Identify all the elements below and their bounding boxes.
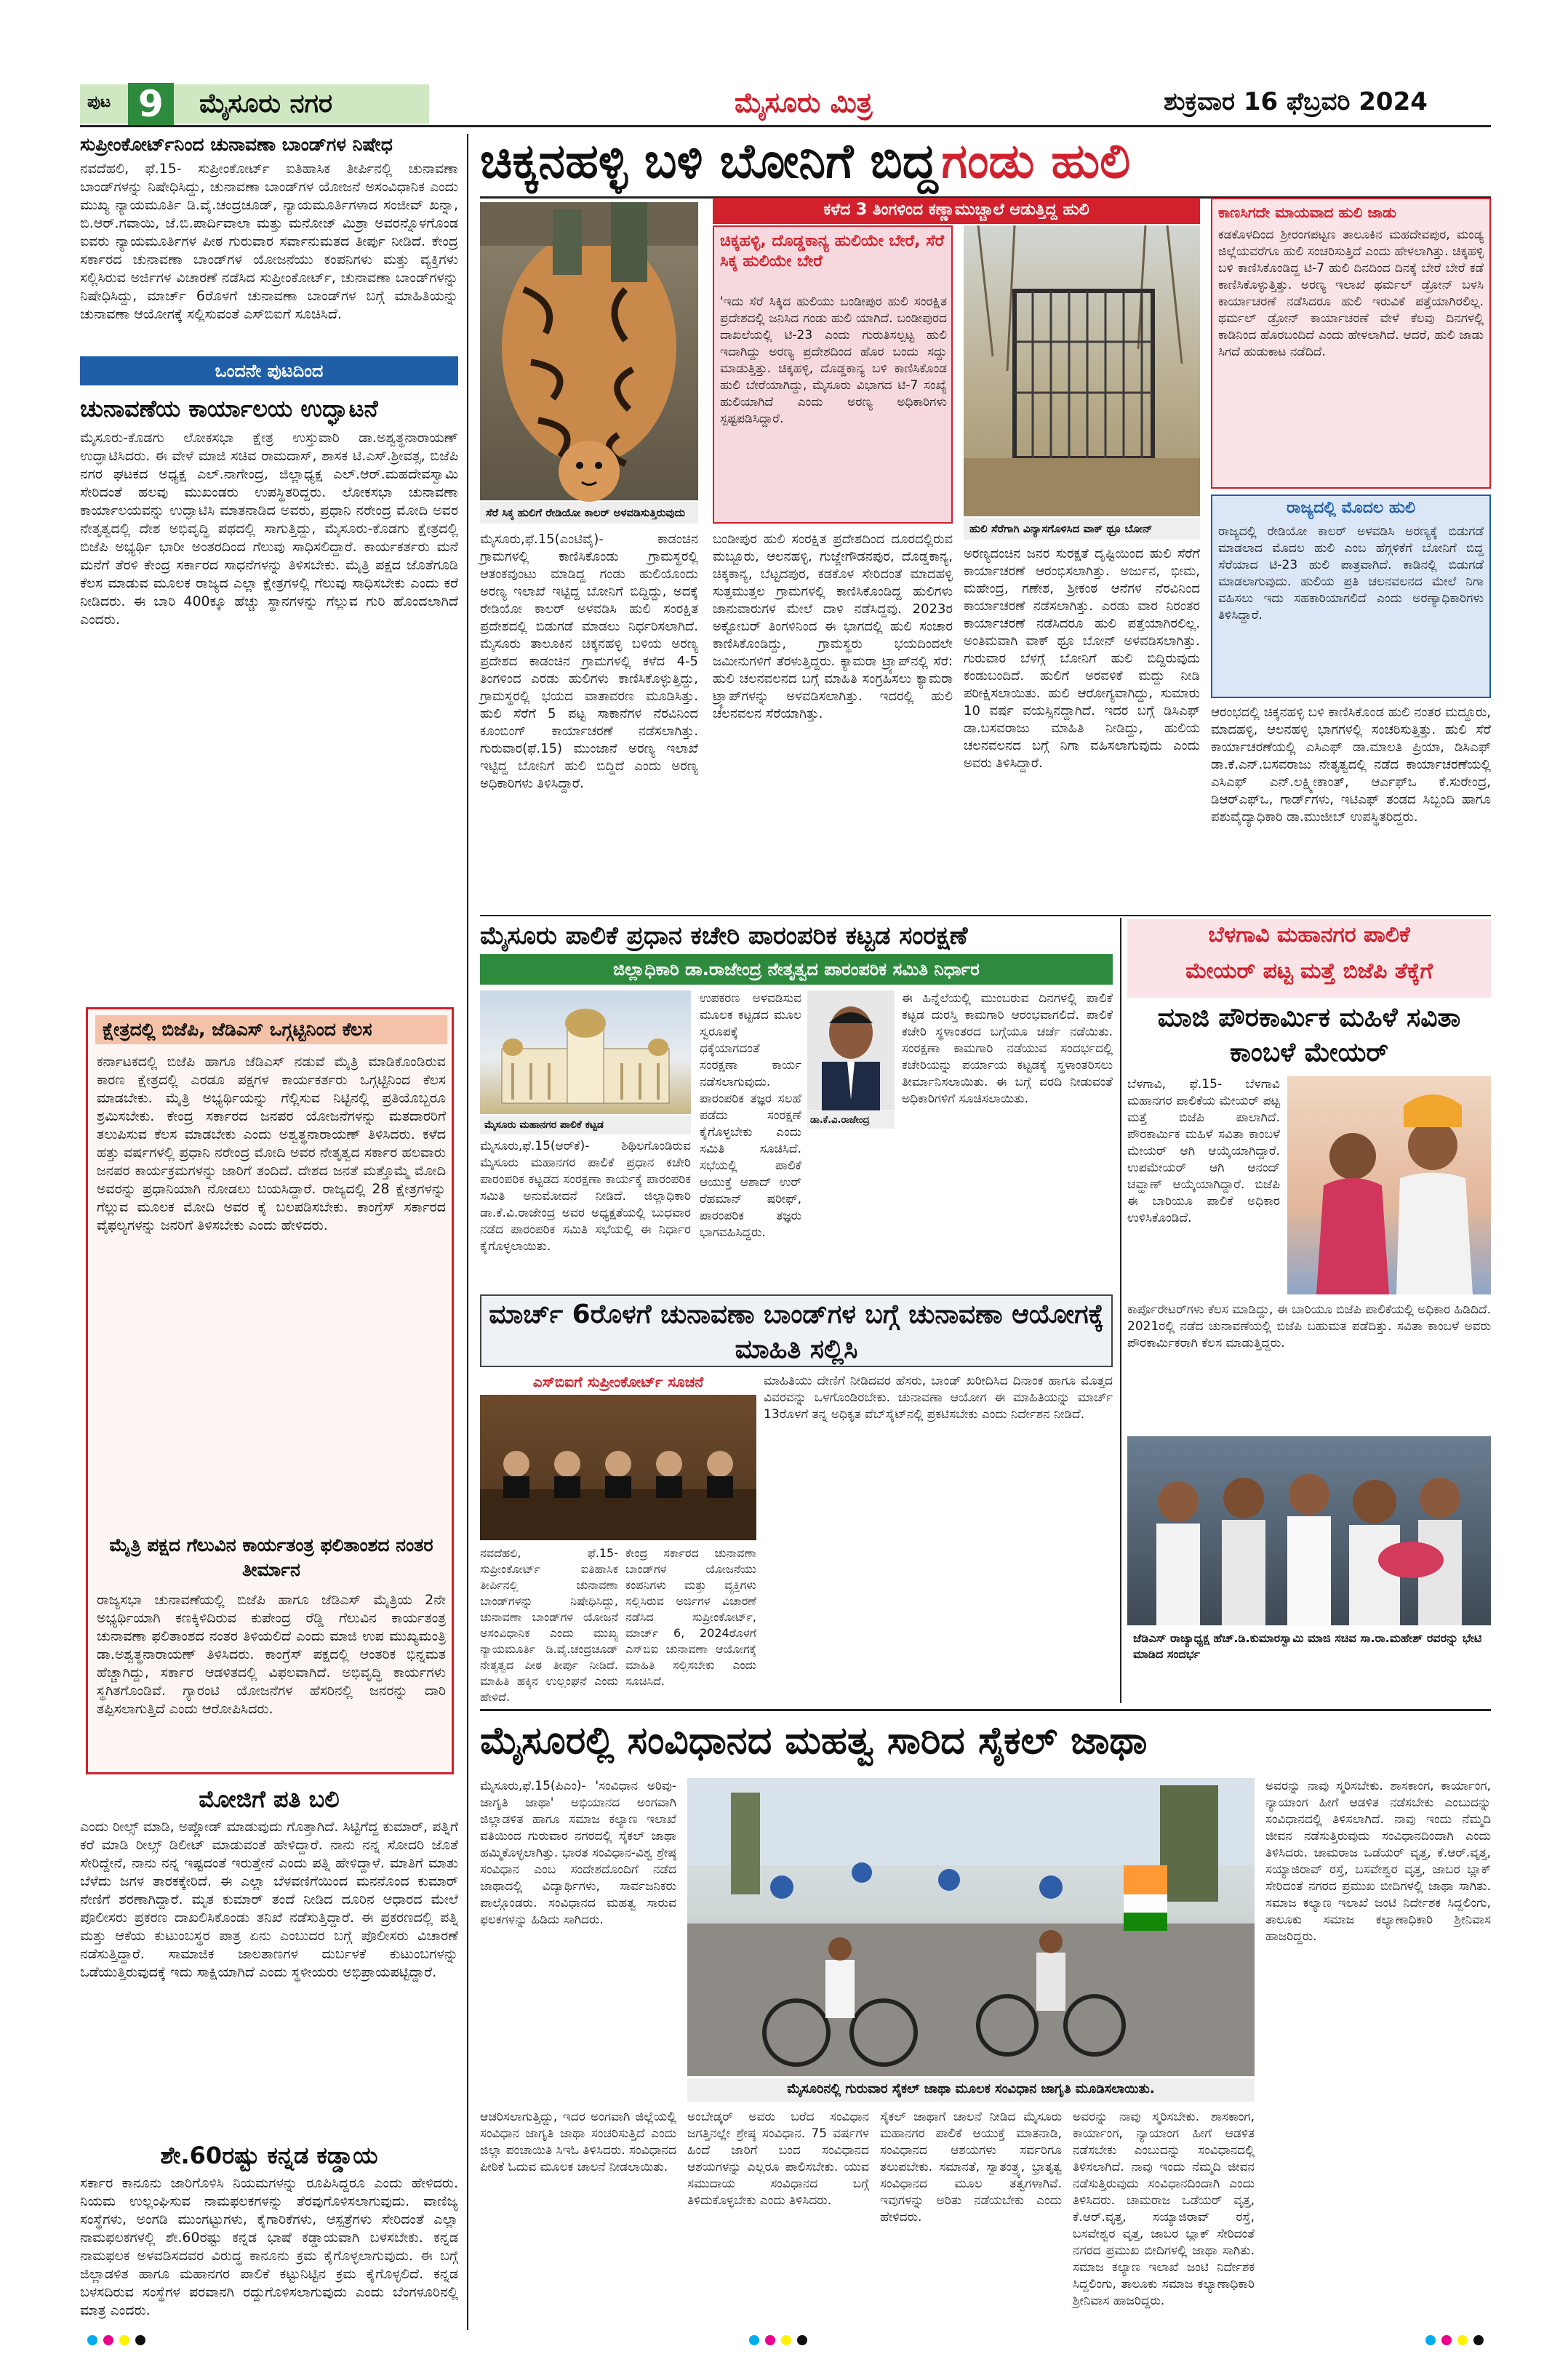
dc-portrait [807,990,895,1110]
issue-date: ಶುಕ್ರವಾರ 16 ಫೆಬ್ರವರಿ 2024 [1164,87,1428,116]
continued-label: ಒಂದನೇ ಪುಟದಿಂದ [215,361,324,381]
continued-label-box [80,356,458,385]
cage-photo [964,225,1200,516]
cycle-headline: ಮೈಸೂರಲ್ಲಿ ಸಂವಿಧಾನದ ಮಹತ್ವ ಸಾರಿದ ಸೈಕಲ್ ಜಾಥಾ [480,1719,1148,1763]
tiger-kicker-text: ಕಳೆದ 3 ತಿಂಗಳಿಂದ ಕಣ್ಣಾಮುಚ್ಚಾಲೆ ಆಡುತ್ತಿದ್ದ ಹುಲಿ [823,201,1089,219]
tiger-kicker [713,198,1200,224]
col1-divider [467,134,468,2330]
tiger-headline-black: ಚಿಕ್ಕನಹಳ್ಳಿ ಬಳಿ ಬೋನಿಗೆ ಬಿದ್ದ [480,133,938,189]
palike-building-photo [480,990,691,1114]
paper-logo: ಮೈಸೂರು ಮಿತ್ರ [735,86,873,119]
palike-body-1: ಮೈಸೂರು,ಫೆ.15(ಆರ್‌ಕೆ)- ಶಿಥಿಲಗೊಂಡಿರುವ ಮೈಸೂರು ಮಹಾನಗರ ಪಾಲಿಕೆ ಪ್ರಧಾನ ಕಚೇರಿ ಪಾರಂಪರಿಕ ಕಟ್ಟಡದ ಸಂರಕ್ಷಣಾ ಕಾರ್ಯಕ್ಕೆ ಪಾರಂಪರಿಕ ಸಮಿತಿ ಅನುಮೋದನೆ ನೀಡಿದೆ. ಜಿಲ್ಲಾಧಿಕಾರಿ ಡಾ.ಕೆ.ವಿ.ರಾಜೇಂದ್ರ ಅವರ ಅಧ್ಯಕ್ಷತೆಯಲ್ಲಿ ಬುಧವಾರ ನಡೆದ ಪಾರಂಪರಿಕ ಸಮಿತಿ ಸಭೆಯಲ್ಲಿ ಈ ನಿರ್ಧಾರ ಕೈಗೊಳ್ಳಲಾಯಿತು. [480,1139,695,1254]
masthead-rule [80,125,1491,127]
page-number-tab [80,84,189,124]
bench-illustration [480,1395,756,1540]
palike-subhead: ಜಿಲ್ಲಾಧಿಕಾರಿ ಡಾ.ರಾಜೇಂದ್ರ ನೇತೃತ್ವದ ಪಾರಂಪರಿಕ ಸಮಿತಿ ನಿರ್ಧಾರ [613,959,980,980]
alliance-sub-headline: ಮೈತ್ರಿ ಪಕ್ಷದ ಗೆಲುವಿನ ಕಾರ್ಯತಂತ್ರ ಫಲಿತಾಂಶದ ನಂತರ ತೀರ್ಮಾನ [109,1534,433,1580]
alliance-body: ಕರ್ನಾಟಕದಲ್ಲಿ ಬಿಜೆಪಿ ಹಾಗೂ ಜೆಡಿಎಸ್ ನಡುವೆ ಮೈತ್ರಿ ಮಾಡಿಕೊಂಡಿರುವ ಕಾರಣ ಕ್ಷೇತ್ರದಲ್ಲಿ ಎರಡೂ ಪಕ್ಷಗಳ ಕಾರ್ಯಕರ್ತರು ಒಗ್ಗಟ್ಟಿನಿಂದ ಕೆಲಸ ಮಾಡಬೇಕು. ಮೈತ್ರಿ ಅಭ್ಯರ್ಥಿಯನ್ನು ಗೆಲ್ಲಿಸುವ ನಿಟ್ಟಿನಲ್ಲಿ ಪ್ರತಿಯೊಬ್ಬರೂ ಶ್ರಮಿಸಬೇಕು. ಕೇಂದ್ರ ಸರ್ಕಾರದ ಜನಪರ ಯೋಜನೆಗಳನ್ನು ಮತದಾರರಿಗೆ ತಲುಪಿಸುವ ಕೆಲಸ ಮಾಡಬೇಕು ಎಂದು ಅಶ್ವತ್ಥನಾರಾಯಣ್ ತಿಳಿಸಿದರು. ಕಳೆದ ಹತ್ತು ವರ್ಷಗಳಲ್ಲಿ ಪ್ರಧಾನಿ ನರೇಂದ್ರ ಮೋದಿ ಅವರ ನೇತೃತ್ವದ ಸರ್ಕಾರ ಹಲವಾರು ಜನಪರ ಕಾರ್ಯಕ್ರಮಗಳನ್ನು ಜಾರಿಗೆ ತಂದಿದೆ. ದೇಶದ ಜನತೆ ಮತ್ತೊಮ್ಮೆ ಮೋದಿ ಅವರನ್ನು ಪ್ರಧಾನಿಯಾಗಿ ನೋಡಲು ಬಯಸಿದ್ದಾರೆ. ರಾಜ್ಯದಲ್ಲಿ 28 ಕ್ಷೇತ್ರಗಳನ್ನು ಗೆಲ್ಲುವ ಮೂಲಕ ಮೋದಿ ಅವರ ಕೈ ಬಲಪಡಿಸಬೇಕು. ಕಾಂಗ್ರೆಸ್ ಸರ್ಕಾರದ ವೈಫಲ್ಯಗಳನ್ನು ಜನರಿಗೆ ತಿಳಿಸಬೇಕು ಎಂದು ಹೇಳಿದರು. [97,1054,451,1233]
dc-portrait-illustration [807,990,895,1110]
tiger-body-left: ಮೈಸೂರು,ಫೆ.15(ಎಂಟಿವೈ)- ಕಾಡಂಚಿನ ಗ್ರಾಮಗಳಲ್ಲಿ ಕಾಣಿಸಿಕೊಂಡು ಗ್ರಾಮಸ್ಥರಲ್ಲಿ ಆತಂಕವುಂಟು ಮಾಡಿದ್ದ ಗಂಡು ಹುಲಿಯೊಂದು ಅರಣ್ಯ ಇಲಾಖೆ ಇಟ್ಟಿದ್ದ ಬೋನಿಗೆ ಬಿದ್ದಿದ್ದು, ಅದಕ್ಕೆ ರೇಡಿಯೋ ಕಾಲರ್ ಅಳವಡಿಸಿ ಹುಲಿ ಸಂರಕ್ಷಿತ ಪ್ರದೇಶದಲ್ಲಿ ಬಿಡುಗಡೆ ಮಾಡಲು ನಿರ್ಧರಿಸಲಾಗಿದೆ. ಮೈಸೂರು ತಾಲೂಕಿನ ಚಿಕ್ಕನಹಳ್ಳಿ ಬಳಿಯ ಅರಣ್ಯ ಪ್ರದೇಶದ ಕಾಡಂಚಿನ ಗ್ರಾಮಗಳಲ್ಲಿ ಕಳೆದ 4-5 ತಿಂಗಳಿಂದ ಎರಡು ಹುಲಿಗಳು ಕಾಣಿಸಿಕೊಳ್ಳುತ್ತಿದ್ದು, ಗ್ರಾಮಸ್ಥರಲ್ಲಿ ಭಯದ ವಾತಾವರಣ ಮೂಡಿಸಿತ್ತು. ಹುಲಿ ಸೆರೆಗೆ 5 ಪಟ್ಟ ಸಾಕಾನೆಗಳ ನೆರವಿನಿಂದ ಕೂಂಬಿಂಗ್ ಕಾರ್ಯಾಚರಣೆ ನಡೆಸಲಾಗಿತ್ತು. ಗುರುವಾರ(ಫೆ.15) ಮುಂಜಾನೆ ಅರಣ್ಯ ಇಲಾಖೆ ಇಟ್ಟಿದ್ದ ಬೋನಿಗೆ ಹುಲಿ ಬಿದ್ದಿದೆ ಎಂದು ಅರಣ್ಯ ಅಧಿಕಾರಿಗಳು ತಿಳಿಸಿದ್ದಾರೆ. [480,532,703,791]
col1-headline-husband: ಮೋಜಿಗೆ ಪತಿ ಬಲಿ [199,1785,340,1813]
page-number: 9 [128,83,174,125]
col1-headline-office: ಚುನಾವಣೆಯ ಕಾರ್ಯಾಲಯ ಉದ್ಘಾಟನೆ [80,395,378,423]
bond-headline: ಮಾರ್ಚ್ 6ರೊಳಗೆ ಚುನಾವಣಾ ಬಾಂಡ್‌ಗಳ ಬಗ್ಗೆ ಚುನಾವಣಾ ಆಯೋಗಕ್ಕೆ ಮಾಹಿತಿ ಸಲ್ಲಿಸಿ [480,1294,1113,1367]
section-title-text: ಮೈಸೂರು ನಗರ [199,89,333,119]
hdk-photo-caption: ಜೆಡಿಎಸ್ ರಾಜ್ಯಾಧ್ಯಕ್ಷ ಹೆಚ್.ಡಿ.ಕುಮಾರಸ್ವಾಮಿ ಮಾಜಿ ಸಚಿವ ಸಾ.ರಾ.ಮಹೇಶ್ ರವರನ್ನು ಭೇಟಿ ಮಾಡಿದ ಸಂದರ್ಭ [1127,1628,1491,1703]
mayor-headline-main: ಮಾಜಿ ಪೌರಕಾರ್ಮಿಕ ಮಹಿಳೆ ಸವಿತಾ ಕಾಂಬಳೆ ಮೇಯರ್ [1157,1003,1461,1068]
palike-headline: ಮೈಸೂರು ಪಾಲಿಕೆ ಪ್ರಧಾನ ಕಚೇರಿ ಪಾರಂಪರಿಕ ಕಟ್ಟಡ ಸಂರಕ್ಷಣೆ [480,921,968,950]
bond-body-3: ಮಾಹಿತಿಯು ದೇಣಿಗೆ ನೀಡಿದವರ ಹೆಸರು, ಬಾಂಡ್ ಖರೀದಿಸಿದ ದಿನಾಂಕ ಹಾಗೂ ಮೊತ್ತದ ವಿವರವನ್ನು ಒಳಗೊಂಡಿರಬೇಕು. ಚುನಾವಣಾ ಆಯೋಗ ಈ ಮಾಹಿತಿಯನ್ನು ಮಾರ್ಚ್ 13ರೊಳಗೆ ತನ್ನ ಅಧಿಕೃತ ವೆಬ್‌ಸೈಟ್‌ನಲ್ಲಿ ಪ್ರಕಟಿಸಬೇಕು ಎಂದು ನಿರ್ದೇಶನ ನೀಡಿದೆ. [764,1374,1117,1422]
cage-photo-caption: ಹುಲಿ ಸೆರೆಗಾಗಿ ವಿನ್ಯಾಸಗೊಳಿಸಿದ ವಾಕ್ ಥ್ರೂ ಬೋನ್ [964,518,1200,540]
tiger-headline [480,129,1498,195]
tiger-side-headline: ಚಿಕ್ಕಹಳ್ಳಿ, ದೊಡ್ಡಕಾನ್ಯ ಹುಲಿಯೇ ಬೇರೆ, ಸೆರೆ ಸಿಕ್ಕ ಹುಲಿಯೇ ಬೇರೆ [720,232,945,271]
col1-headline-bonds: ಸುಪ್ರೀಂಕೋರ್ಟ್‌ನಿಂದ ಚುನಾವಣಾ ಬಾಂಡ್‌ಗಳ ನಿಷೇಧ [80,134,393,155]
mayor-body-1: ಬೆಳಗಾವಿ, ಫೆ.15- ಬೆಳಗಾವಿ ಮಹಾನಗರ ಪಾಲಿಕೆಯ ಮೇಯರ್ ಪಟ್ಟ ಮತ್ತೆ ಬಿಜೆಪಿ ಪಾಲಾಗಿದೆ. ಪೌರಕಾರ್ಮಿಕ ಮಹಿಳೆ ಸವಿತಾ ಕಾಂಬಳೆ ಮೇಯರ್ ಆಗಿ ಆಯ್ಕೆಯಾಗಿದ್ದಾರೆ. ಉಪಮೇಯರ್ ಆಗಿ ಆನಂದ್ ಚವ್ಹಾಣ್ ಆಯ್ಕೆಯಾಗಿದ್ದಾರೆ. ಬಿಜೆಪಿ ಈ ಬಾರಿಯೂ ಪಾಲಿಕೆ ಅಧಿಕಾರ ಉಳಿಸಿಕೊಂಡಿದೆ. [1127,1077,1284,1225]
tiger-blue-box [1211,495,1491,698]
tiger-blue-body: ರಾಜ್ಯದಲ್ಲಿ ರೇಡಿಯೋ ಕಾಲರ್ ಅಳವಡಿಸಿ ಅರಣ್ಯಕ್ಕೆ ಬಿಡುಗಡೆ ಮಾಡಲಾದ ಮೊದಲ ಹುಲಿ ಎಂಬ ಹೆಗ್ಗಳಿಕೆಗೆ ಬೋನಿಗೆ ಬಿದ್ದ ಸೆರೆಯಾದ ಟಿ-23 ಹುಲಿ ಪಾತ್ರವಾಗಿದೆ. ಕಾಡಿನಲ್ಲಿ ಬಿಡುಗಡೆ ಮಾಡಲಾಗುವುದು. ಹುಲಿಯ ಪ್ರತಿ ಚಲನವಲನದ ಮೇಲೆ ನಿಗಾ ವಹಿಸಲು ಇದು ಸಹಕಾರಿಯಾಗಲಿದೆ ಎಂದು ಅರಣ್ಯಾಧಿಕಾರಿಗಳು ತಿಳಿಸಿದ್ದಾರೆ. [1218,524,1488,622]
alliance-box [86,1007,454,1774]
mid-vertical-divider [1120,918,1121,1703]
tiger-pink-box [1211,198,1491,489]
tiger-headline-red: ಗಂಡು ಹುಲಿ [941,133,1131,189]
col1-body-husband: ಎಂದು ರೀಲ್ಸ್ ಮಾಡಿ, ಅಪ್ಲೋಡ್ ಮಾಡುವುದು ಗೊತ್ತಾಗಿದೆ. ಸಿಟ್ಟಿಗೆದ್ದ ಕುಮಾರ್, ಪತ್ನಿಗೆ ಕರೆ ಮಾಡಿ ರೀಲ್ಸ್ ಡಿಲೀಟ್ ಮಾಡುವಂತೆ ಹೇಳಿದ್ದಾರೆ. ನಾನು ನನ್ನ ಸೋದರಿ ಜೊತೆ ಸೇರಿದ್ದೇನೆ, ನಾನು ನನ್ನ ಇಷ್ಟದಂತೆ ಇರುತ್ತೇನೆ ಎಂದು ಪತ್ನಿ ಹೇಳಿದ್ದಾಳೆ. ಮಾತಿಗೆ ಮಾತು ಬೆಳೆದು ಜಗಳ ತಾರಕಕ್ಕೇರಿದೆ. ಈ ಎಲ್ಲಾ ಬೆಳವಣಿಗೆಯಿಂದ ಮನನೊಂದ ಕುಮಾರ್ ನೇಣಿಗೆ ಶರಣಾಗಿದ್ದಾರೆ. ಮೃತ ಕುಮಾರ್ ತಂದೆ ನೀಡಿದ ದೂರಿನ ಆಧಾರದ ಮೇಲೆ ಪೊಲೀಸರು ಪ್ರಕರಣ ದಾಖಲಿಸಿಕೊಂಡು ತನಿಖೆ ನಡೆಸುತ್ತಿದ್ದಾರೆ. ಈ ಪ್ರಕರಣದಲ್ಲಿ ಪತ್ನಿ ಮತ್ತು ಆಕೆಯ ಕುಟುಂಬಸ್ಥರ ಪಾತ್ರ ಏನು ಎಂಬುದರ ಬಗ್ಗೆ ಪೊಲೀಸರು ವಿಚಾರಣೆ ನಡೆಸುತ್ತಿದ್ದಾರೆ. ಸಾಮಾಜಿಕ ಜಾಲತಾಣಗಳ ದುರ್ಬಳಕೆ ಕುಟುಂಬಗಳನ್ನು ಒಡೆಯುತ್ತಿರುವುದಕ್ಕೆ ಇದು ಸಾಕ್ಷಿಯಾಗಿದೆ ಎಂದು ಸ್ಥಳೀಯರು ಅಭಿಪ್ರಾಯಪಟ್ಟಿದ್ದಾರೆ. [80,1819,463,1980]
hdk-meeting-photo [1127,1436,1491,1625]
page-label: ಪುಟ [87,93,111,111]
tiger-side-body: 'ಇದು ಸೆರೆ ಸಿಕ್ಕಿದ ಹುಲಿಯು ಬಂಡೀಪುರ ಹುಲಿ ಸಂರಕ್ಷಿತ ಪ್ರದೇಶದಲ್ಲಿ ಜನಿಸಿದ ಗಂಡು ಹುಲಿ ಯಾಗಿದೆ. ಬಂಡೀಪುರದ ದಾಖಲೆಯಲ್ಲಿ ಟಿ-23 ಎಂದು ಗುರುತಿಸಲ್ಪಟ್ಟ ಹುಲಿ ಇದಾಗಿದ್ದು ಅರಣ್ಯ ಪ್ರದೇಶದಿಂದ ಹೊರ ಬಂದು ಸದ್ದು ಮಾಡುತ್ತಿತ್ತು. ಚಿಕ್ಕಹಳ್ಳಿ, ದೊಡ್ಡಕಾನ್ಯ ಬಳಿ ಕಾಣಿಸಿಕೊಂಡ ಹುಲಿ ಬೇರೆಯಾಗಿದ್ದು, ಮೈಸೂರು ವಿಭಾಗದ ಟಿ-7 ಸಂಖ್ಯೆ ಹುಲಿಯಾಗಿದೆ ಎಂದು ಅರಣ್ಯ ಅಧಿಕಾರಿಗಳು ಸ್ಪಷ್ಟಪಡಿಸಿದ್ದಾರೆ. [720,295,951,426]
palike-building-illustration [480,990,691,1114]
masthead [80,81,1491,125]
mayor-headline-mid: ಮೇಯರ್ ಪಟ್ಟ ಮತ್ತೆ ಬಿಜೆಪಿ ತೆಕ್ಕೆಗೆ [1185,958,1433,984]
tiger-body-right: ಅರಣ್ಯದಂಚಿನ ಜನರ ಸುರಕ್ಷತೆ ದೃಷ್ಟಿಯಿಂದ ಹುಲಿ ಸೆರೆಗೆ ಕಾರ್ಯಾಚರಣೆ ಆರಂಭಿಸಲಾಗಿತ್ತು. ಅರ್ಜುನ, ಭೀಮ, ಮಹೇಂದ್ರ, ಗಣೇಶ, ಶ್ರೀಕಂಠ ಆನೆಗಳ ನೆರವಿನಿಂದ ಕಾರ್ಯಾಚರಣೆ ನಡೆಸಲಾಗಿತ್ತು. ಎರಡು ವಾರ ನಿರಂತರ ಕಾರ್ಯಾಚರಣೆ ನಡೆಸಿದರೂ ಹುಲಿ ಪತ್ತೆಯಾಗಿರಲಿಲ್ಲ. ಅಂತಿಮವಾಗಿ ವಾಕ್ ಥ್ರೂ ಬೋನ್ ಅಳವಡಿಸಲಾಗಿತ್ತು. ಗುರುವಾರ ಬೆಳಗ್ಗೆ ಬೋನಿಗೆ ಹುಲಿ ಬಿದ್ದಿರುವುದು ಕಂಡುಬಂದಿದೆ. ಹುಲಿಗೆ ಅರವಳಿಕೆ ಮದ್ದು ನೀಡಿ ಪರೀಕ್ಷಿಸಲಾಯಿತು. ಹುಲಿ ಆರೋಗ್ಯವಾಗಿದ್ದು, ಸುಮಾರು 10 ವರ್ಷ ವಯಸ್ಸಿನದ್ದಾಗಿದೆ. ಇದರ ಬಗ್ಗೆ ಡಿಸಿಎಫ್ ಡಾ.ಬಸವರಾಜು ಮಾಹಿತಿ ನೀಡಿದ್ದು, ಹುಲಿಯ ಚಲನವಲನದ ಬಗ್ಗೆ ನಿಗಾ ವಹಿಸಲಾಗುವುದು ಎಂದು ಅವರು ತಿಳಿಸಿದ್ದಾರೆ. [964,546,1204,771]
tiger-bottom-rule [480,915,1491,916]
cycle-rally-illustration [687,1778,1255,2076]
cycle-body-bottom-3: ಸೈಕಲ್ ಜಾಥಾಗೆ ಚಾಲನೆ ನೀಡಿದ ಮೈಸೂರು ಮಹಾನಗರ ಪಾಲಿಕೆ ಆಯುಕ್ತೆ ಮಾತನಾಡಿ, ಸಂವಿಧಾನದ ಆಶಯಗಳು ಸರ್ವರಿಗೂ ತಲುಪಬೇಕು. ಸಮಾನತೆ, ಸ್ವಾತಂತ್ರ್ಯ, ಭ್ರಾತೃತ್ವ ಸಂವಿಧಾನದ ಮೂಲ ತತ್ವಗಳಾಗಿವೆ. ಇವುಗಳನ್ನು ಅರಿತು ನಡೆಯಬೇಕು ಎಂದು ಹೇಳಿದರು. [880,2110,1066,2225]
palike-body-3: ಈ ಹಿನ್ನೆಲೆಯಲ್ಲಿ ಮುಂಬರುವ ದಿನಗಳಲ್ಲಿ ಪಾಲಿಕೆ ಕಟ್ಟಡ ದುರಸ್ತಿ ಕಾಮಗಾರಿ ಆರಂಭವಾಗಲಿದೆ. ಪಾಲಿಕೆ ಕಚೇರಿ ಸ್ಥಳಾಂತರದ ಬಗ್ಗೆಯೂ ಚರ್ಚೆ ನಡೆಯಿತು. ಸಂರಕ್ಷಣಾ ಕಾಮಗಾರಿ ನಡೆಯುವ ಸಂದರ್ಭದಲ್ಲಿ ಕಚೇರಿಯನ್ನು ಪರ್ಯಾಯ ಕಟ್ಟಡಕ್ಕೆ ಸ್ಥಳಾಂತರಿಸಲು ತೀರ್ಮಾನಿಸಲಾಯಿತು. ಈ ಬಗ್ಗೆ ವರದಿ ನೀಡುವಂತೆ ಅಧಿಕಾರಿಗಳಿಗೆ ಸೂಚಿಸಲಾಯಿತು. [902,991,1117,1106]
mayor-headline-top: ಬೆಳಗಾವಿ ಮಹಾನಗರ ಪಾಲಿಕೆ [1208,922,1410,948]
mayor-body-2: ಕಾರ್ಪೊರೇಟರ್‌ಗಳು ಕೆಲಸ ಮಾಡಿದ್ದು, ಈ ಬಾರಿಯೂ ಬಿಜೆಪಿ ಪಾಲಿಕೆಯಲ್ಲಿ ಅಧಿಕಾರ ಹಿಡಿದಿದೆ. 2021ರಲ್ಲಿ ನಡೆದ ಚುನಾವಣೆಯಲ್ಲಿ ಬಿಜೆಪಿ ಬಹುಮತ ಪಡೆದಿತ್ತು. ಸವಿತಾ ಕಾಂಬಳೆ ಅವರು ಪೌರಕಾರ್ಮಿಕರಾಗಿ ಕೆಲಸ ಮಾಡುತ್ತಿದ್ದರು. [1127,1302,1495,1350]
col1-body-kannada: ಸರ್ಕಾರ ಕಾನೂನು ಜಾರಿಗೊಳಿಸಿ ನಿಯಮಗಳನ್ನು ರೂಪಿಸಿದ್ದರೂ ಎಂದು ಹೇಳಿದರು. ನಿಯಮ ಉಲ್ಲಂಘಿಸುವ ನಾಮಫಲಕಗಳನ್ನು ತೆರವುಗೊಳಿಸಲಾಗುವುದು. ವಾಣಿಜ್ಯ ಸಂಸ್ಥೆಗಳು, ಅಂಗಡಿ ಮುಂಗಟ್ಟುಗಳು, ಕೈಗಾರಿಕೆಗಳು, ಆಸ್ಪತ್ರೆಗಳು ಸೇರಿದಂತೆ ಎಲ್ಲಾ ನಾಮಫಲಕಗಳಲ್ಲಿ ಶೇ.60ರಷ್ಟು ಕನ್ನಡ ಭಾಷೆ ಕಡ್ಡಾಯವಾಗಿ ಬಳಸಬೇಕು. ಕನ್ನಡ ನಾಮಫಲಕ ಅಳವಡಿಸದವರ ವಿರುದ್ಧ ಕಾನೂನು ಕ್ರಮ ಕೈಗೊಳ್ಳಲಾಗುವುದು. ಈ ಬಗ್ಗೆ ಜಿಲ್ಲಾಡಳಿತ ಹಾಗೂ ಮಹಾನಗರ ಪಾಲಿಕೆ ಕಟ್ಟುನಿಟ್ಟಿನ ಕ್ರಮ ಕೈಗೊಳ್ಳಲಿದೆ. ಕನ್ನಡ ಬಳಸದಿರುವ ಸಂಸ್ಥೆಗಳ ಪರವಾನಗಿ ರದ್ದುಗೊಳಿಸಲಾಗುವುದು ಎಂದು ಬೆಂಗಳೂರಿನಲ್ಲಿ ಮಾತ್ರ ಎಂದರು. [80,2175,463,2318]
meeting-illustration [1127,1436,1491,1625]
cycle-body-bottom-2: ಅಂಬೇಡ್ಕರ್ ಅವರು ಬರೆದ ಸಂವಿಧಾನ ಜಗತ್ತಿನಲ್ಲೇ ಶ್ರೇಷ್ಠ ಸಂವಿಧಾನ. 75 ವರ್ಷಗಳ ಹಿಂದೆ ಜಾರಿಗೆ ಬಂದ ಸಂವಿಧಾನದ ಆಶಯಗಳನ್ನು ಎಲ್ಲರೂ ಪಾಲಿಸಬೇಕು. ಯುವ ಸಮುದಾಯ ಸಂವಿಧಾನದ ಬಗ್ಗೆ ತಿಳಿದುಕೊಳ್ಳಬೇಕು ಎಂದು ತಿಳಿಸಿದರು. [687,2110,873,2208]
tiger-body-mid: ಬಂಡೀಪುರ ಹುಲಿ ಸಂರಕ್ಷಿತ ಪ್ರದೇಶದಿಂದ ದೂರದಲ್ಲಿರುವ ಮಬ್ಬೂರು, ಆಲನಹಳ್ಳಿ, ಗುಜ್ಜೇಗೌಡನಪುರ, ದೊಡ್ಡಕಾನ್ಯ, ಚಿಕ್ಕಕಾನ್ಯ, ಬೆಟ್ಟದಪುರ, ಕಡಕೊಳ ಸೇರಿದಂತೆ ಮಾದಹಳ್ಳಿ ಸುತ್ತಮುತ್ತಲ ಗ್ರಾಮಗಳಲ್ಲಿ ಕಾಣಿಸಿಕೊಂಡಿದ್ದ ಹುಲಿಗಳು ಜಾನುವಾರುಗಳ ಮೇಲೆ ದಾಳಿ ನಡೆಸಿದ್ದವು. 2023ರ ಅಕ್ಟೋಬರ್ ತಿಂಗಳಿನಿಂದ ಈ ಭಾಗದಲ್ಲಿ ಹುಲಿ ಸಂಚಾರ ಕಾಣಿಸಿಕೊಂಡಿದ್ದು, ಗ್ರಾಮಸ್ಥರು ಭಯದಿಂದಲೇ ಜಮೀನುಗಳಿಗೆ ತೆರಳುತ್ತಿದ್ದರು. ಕ್ಯಾಮರಾ ಟ್ರ್ಯಾಪ್‌ನಲ್ಲಿ ಸೆರೆ: ಹುಲಿ ಚಲನವಲನದ ಬಗ್ಗೆ ಮಾಹಿತಿ ಸಂಗ್ರಹಿಸಲು ಕ್ಯಾಮರಾ ಟ್ರ್ಯಾಪ್‌ಗಳನ್ನು ಅಳವಡಿಸಲಾಗಿತ್ತು. ಇದರಲ್ಲಿ ಹುಲಿ ಚಲನವಲನ ಸೆರೆಯಾಗಿತ್ತು. [713,532,957,721]
mayor-kicker [1127,919,1491,998]
mayor-photo [1287,1076,1491,1294]
tiger-illustration [480,202,698,500]
cage-illustration [964,225,1200,516]
mayor-illustration [1287,1076,1491,1294]
tiger-blue-title: ರಾಜ್ಯದಲ್ಲಿ ಮೊದಲ ಹುಲಿ [1286,499,1416,517]
alliance-headline: ಕ್ಷೇತ್ರದಲ್ಲಿ ಬಿಜೆಪಿ, ಜೆಡಿಎಸ್ ಒಗ್ಗಟ್ಟಿನಿಂದ ಕೆಲಸ [95,1015,447,1044]
tiger-pink-title: ಕಾಣಸಿಗದೇ ಮಾಯವಾದ ಹುಲಿ ಜಾಡು [1218,204,1396,221]
cycle-photo-caption: ಮೈಸೂರಿನಲ್ಲಿ ಗುರುವಾರ ಸೈಕಲ್ ಜಾಥಾ ಮೂಲಕ ಸಂವಿಧಾನ ಜಾಗೃತಿ ಮೂಡಿಸಲಾಯಿತು. [687,2078,1255,2102]
tiger-side-box [713,225,953,524]
palike-photo-caption: ಮೈಸೂರು ಮಹಾನಗರ ಪಾಲಿಕೆ ಕಟ್ಟಡ [480,1116,691,1134]
section-title [189,84,429,124]
tiger-pink-body: ಕಡಕೊಳದಿಂದ ಶ್ರೀರಂಗಪಟ್ಟಣ ತಾಲೂಕಿನ ಮಹದೇವಪುರ, ಮಂಡ್ಯ ಜಿಲ್ಲೆಯವರೆಗೂ ಹುಲಿ ಸಂಚರಿಸುತ್ತಿದೆ ಎಂದು ಹೇಳಲಾಗಿತ್ತು. ಚಿಕ್ಕಹಳ್ಳಿ ಬಳಿ ಕಾಣಿಸಿಕೊಂಡಿದ್ದ ಟಿ-7 ಹುಲಿ ದಿನದಿಂದ ದಿನಕ್ಕೆ ಬೇರೆ ಬೇರೆ ಕಡೆ ಕಾಣಿಸಿಕೊಳ್ಳುತ್ತಿತ್ತು. ಅರಣ್ಯ ಇಲಾಖೆ ಥರ್ಮಲ್ ಡ್ರೋನ್ ಬಳಸಿ ಕಾರ್ಯಾಚರಣೆ ನಡೆಸಿದರೂ ಹುಲಿ ಇರುವಿಕೆ ಪತ್ತೆಯಾಗಿರಲಿಲ್ಲ. ಥರ್ಮಲ್ ಡ್ರೋನ್ ಕಾರ್ಯಾಚರಣೆ ವೇಳೆ ಕೆಲವು ದಿನಗಳಲ್ಲಿ ಕಾಡಿನಿಂದ ಹೊರಬಂದಿದೆ ಎಂದು ಹೇಳಲಾಗಿದೆ. ಆದರೆ, ಹುಲಿ ಜಾಡು ಸಿಗದೆ ಹುಡುಕಾಟ ನಡೆದಿದೆ. [1218,228,1488,359]
bond-subhead: ಎಸ್‌ಬಿಐಗೆ ಸುಪ್ರೀಂಕೋರ್ಟ್ ಸೂಚನೆ [532,1373,704,1390]
registration-marks [0,2331,1568,2353]
tiger-photo-caption: ಸೆರೆ ಸಿಕ್ಕ ಹುಲಿಗೆ ರೇಡಿಯೋ ಕಾಲರ್ ಅಳವಡಿಸುತ್ತಿರುವುದು [480,502,698,524]
col1-headline-kannada: ಶೇ.60ರಷ್ಟು ಕನ್ನಡ ಕಡ್ಡಾಯ [160,2142,378,2169]
cycle-top-rule [480,1709,1491,1711]
col1-body-bonds: ನವದೆಹಲಿ, ಫೆ.15- ಸುಪ್ರೀಂಕೋರ್ಟ್ ಐತಿಹಾಸಿಕ ತೀರ್ಪಿನಲ್ಲಿ ಚುನಾವಣಾ ಬಾಂಡ್‌ಗಳನ್ನು ನಿಷೇಧಿಸಿದ್ದು, ಚುನಾವಣಾ ಬಾಂಡ್‌ಗಳ ಯೋಜನೆ ಅಸಂವಿಧಾನಿಕ ಎಂದು ಮುಖ್ಯ ನ್ಯಾಯಮೂರ್ತಿ ಡಿ.ವೈ.ಚಂದ್ರಚೂಡ್, ನ್ಯಾಯಮೂರ್ತಿಗಳಾದ ಸಂಜೀವ್ ಖನ್ನಾ, ಬಿ.ಆರ್.ಗವಾಯಿ, ಜೆ.ಬಿ.ಪಾರ್ದಿವಾಲಾ ಮತ್ತು ಮನೋಜ್ ಮಿಶ್ರಾ ಅವರನ್ನೊಳಗೊಂಡ ಐವರು ನ್ಯಾಯಮೂರ್ತಿಗಳ ಪೀಠ ಗುರುವಾರ ಸರ್ವಾನುಮತದ ತೀರ್ಪು ನೀಡಿದೆ. ಕೇಂದ್ರ ಸರ್ಕಾರದ ಚುನಾವಣಾ ಬಾಂಡ್‌ಗಳ ಯೋಜನೆಯು ಕಂಪನಿಗಳು ಮತ್ತು ವ್ಯಕ್ತಿಗಳು ಸಲ್ಲಿಸಿರುವ ಅರ್ಜಿಗಳ ವಿಚಾರಣೆ ನಡೆಸಿದ ಸುಪ್ರೀಂಕೋರ್ಟ್, ಚುನಾವಣಾ ಬಾಂಡ್‌ಗಳನ್ನು ನಿಷೇಧಿಸಿದ್ದು, ಮಾರ್ಚ್ 6ರೊಳಗೆ ಚುನಾವಣಾ ಬಾಂಡ್‌ಗಳ ಬಗ್ಗೆ ಮಾಹಿತಿಯನ್ನು ಚುನಾವಣಾ ಆಯೋಗಕ್ಕೆ ಸಲ್ಲಿಸುವಂತೆ ಎಸ್‌ಬಿಐಗೆ ಸೂಚಿಸಿದೆ. [80,161,463,322]
bond-body-2: ಕೇಂದ್ರ ಸರ್ಕಾರದ ಚುನಾವಣಾ ಬಾಂಡ್‌ಗಳ ಯೋಜನೆಯು ಕಂಪನಿಗಳು ಮತ್ತು ವ್ಯಕ್ತಿಗಳು ಸಲ್ಲಿಸಿರುವ ಅರ್ಜಿಗಳ ವಿಚಾರಣೆ ನಡೆಸಿದ ಸುಪ್ರೀಂಕೋರ್ಟ್, ಮಾರ್ಚ್ 6, 2024ರೊಳಗೆ ಎಸ್‌ಬಿಐ ಚುನಾವಣಾ ಆಯೋಗಕ್ಕೆ ಮಾಹಿತಿ ಸಲ್ಲಿಸಬೇಕು ಎಂದು ಸೂಚಿಸಿದೆ. [625,1546,761,1688]
supreme-court-bench-photo [480,1395,756,1540]
tiger-photo [480,202,698,500]
cycle-body-bottom-1: ಆಚರಿಸಲಾಗುತ್ತಿದ್ದು, ಇದರ ಅಂಗವಾಗಿ ಜಿಲ್ಲೆಯಲ್ಲಿ ಸಂವಿಧಾನ ಜಾಗೃತಿ ಜಾಥಾ ಸಂಚರಿಸುತ್ತಿದೆ ಎಂದು ಜಿಲ್ಲಾ ಪಂಚಾಯಿತಿ ಸಿಇಓ ತಿಳಿಸಿದರು. ಸಂವಿಧಾನದ ಪೀಠಿಕೆ ಓದುವ ಮೂಲಕ ಚಾಲನೆ ನೀಡಲಾಯಿತು. [480,2110,681,2174]
alliance-sub-body: ರಾಜ್ಯಸಭಾ ಚುನಾವಣೆಯಲ್ಲಿ ಬಿಜೆಪಿ ಹಾಗೂ ಜೆಡಿಎಸ್ ಮೈತ್ರಿಯ 2ನೇ ಅಭ್ಯರ್ಥಿಯಾಗಿ ಕಣಕ್ಕಿಳಿದಿರುವ ಕುಪೇಂದ್ರ ರೆಡ್ಡಿ ಗೆಲುವಿನ ಕಾರ್ಯತಂತ್ರ ಚುನಾವಣಾ ಫಲಿತಾಂಶದ ನಂತರ ತಿಳಿಯಲಿದೆ ಎಂದು ಮಾಜಿ ಉಪ ಮುಖ್ಯಮಂತ್ರಿ ಡಾ.ಅಶ್ವತ್ಥನಾರಾಯಣ್ ತಿಳಿಸಿದರು. ಕಾಂಗ್ರೆಸ್ ಪಕ್ಷದಲ್ಲಿ ಆಂತರಿಕ ಭಿನ್ನಮತ ಹೆಚ್ಚಾಗಿದ್ದು, ಸರ್ಕಾರ ಆಡಳಿತದಲ್ಲಿ ವಿಫಲವಾಗಿದೆ. ಅಭಿವೃದ್ಧಿ ಕಾರ್ಯಗಳು ಸ್ಥಗಿತಗೊಂಡಿವೆ. ಗ್ಯಾರಂಟಿ ಯೋಜನೆಗಳ ಹೆಸರಿನಲ್ಲಿ ಜನರನ್ನು ದಾರಿ ತಪ್ಪಿಸಲಾಗುತ್ತಿದೆ ಎಂದು ಆರೋಪಿಸಿದರು. [97,1592,451,1717]
dc-portrait-caption: ಡಾ.ಕೆ.ವಿ.ರಾಜೇಂದ್ರ [807,1111,895,1129]
cycle-rally-photo [687,1778,1255,2076]
bond-body-1: ನವದೆಹಲಿ, ಫೆ.15- ಸುಪ್ರೀಂಕೋರ್ಟ್ ಐತಿಹಾಸಿಕ ತೀರ್ಪಿನಲ್ಲಿ ಚುನಾವಣಾ ಬಾಂಡ್‌ಗಳನ್ನು ನಿಷೇಧಿಸಿದ್ದು, ಚುನಾವಣಾ ಬಾಂಡ್‌ಗಳ ಯೋಜನೆ ಅಸಂವಿಧಾನಿಕ ಎಂದು ಮುಖ್ಯ ನ್ಯಾಯಮೂರ್ತಿ ಡಿ.ವೈ.ಚಂದ್ರಚೂಡ್ ನೇತೃತ್ವದ ಪೀಠ ತೀರ್ಪು ನೀಡಿದೆ. ಮಾಹಿತಿ ಹಕ್ಕಿನ ಉಲ್ಲಂಘನೆ ಎಂದು ಹೇಳಿದೆ. [480,1546,623,1704]
col1-body-office: ಮೈಸೂರು-ಕೊಡಗು ಲೋಕಸಭಾ ಕ್ಷೇತ್ರ ಉಸ್ತುವಾರಿ ಡಾ.ಅಶ್ವತ್ಥನಾರಾಯಣ್ ಉದ್ಘಾಟಿಸಿದರು. ಈ ವೇಳೆ ಮಾಜಿ ಸಚಿವ ರಾಮದಾಸ್, ಶಾಸಕ ಟಿ.ಎಸ್.ಶ್ರೀವತ್ಸ, ಬಿಜೆಪಿ ನಗರ ಘಟಕದ ಅಧ್ಯಕ್ಷ ಎಲ್.ನಾಗೇಂದ್ರ, ಜಿಲ್ಲಾಧ್ಯಕ್ಷ ಎಲ್.ಆರ್.ಮಹದೇವಸ್ವಾಮಿ ಸೇರಿದಂತೆ ಹಲವು ಮುಖಂಡರು ಉಪಸ್ಥಿತರಿದ್ದರು. ಲೋಕಸಭಾ ಚುನಾವಣಾ ಕಾರ್ಯಾಲಯವನ್ನು ಉದ್ಘಾಟಿಸಿ ಮಾತನಾಡಿದ ಅವರು, ಪ್ರಧಾನಿ ನರೇಂದ್ರ ಮೋದಿ ಅವರ ನೇತೃತ್ವದಲ್ಲಿ ದೇಶ ಅಭಿವೃದ್ಧಿ ಪಥದಲ್ಲಿ ಸಾಗುತ್ತಿದ್ದು, ಮೈಸೂರು-ಕೊಡಗು ಕ್ಷೇತ್ರದಲ್ಲಿ ಬಿಜೆಪಿ ಅಭ್ಯರ್ಥಿ ಭಾರೀ ಅಂತರದಿಂದ ಗೆಲುವು ಸಾಧಿಸಲಿದ್ದಾರೆ. ಕಾರ್ಯಕರ್ತರು ಮನೆ ಮನೆಗೆ ತೆರಳಿ ಕೇಂದ್ರ ಸರ್ಕಾರದ ಸಾಧನೆಗಳನ್ನು ತಿಳಿಸಬೇಕು. ಮೈತ್ರಿ ಪಕ್ಷದ ಜೊತೆಗೂಡಿ ಕೆಲಸ ಮಾಡುವ ಮೂಲಕ ರಾಜ್ಯದ ಎಲ್ಲಾ ಕ್ಷೇತ್ರಗಳಲ್ಲಿ ಗೆಲುವು ಸಾಧಿಸಬೇಕು ಎಂದು ಕರೆ ನೀಡಿದರು. ಈ ಬಾರಿ 400ಕ್ಕೂ ಹೆಚ್ಚು ಸ್ಥಾನಗಳನ್ನು ಗೆಲ್ಲುವ ಗುರಿ ಹೊಂದಲಾಗಿದೆ ಎಂದರು. [80,430,463,628]
palike-subhead-bar [480,954,1113,985]
cycle-body-bottom-4: ಅವರನ್ನು ನಾವು ಸ್ಮರಿಸಬೇಕು. ಶಾಸಕಾಂಗ, ಕಾರ್ಯಾಂಗ, ನ್ಯಾಯಾಂಗ ಹೀಗೆ ಆಡಳಿತ ನಡೆಸಬೇಕು ಎಂಬುದನ್ನು ಸಂವಿಧಾನದಲ್ಲಿ ತಿಳಿಸಲಾಗಿದೆ. ನಾವು ಇಂದು ನೆಮ್ಮದಿ ಜೀವನ ನಡೆಸುತ್ತಿರುವುದು ಸಂವಿಧಾನದಿಂದಾಗಿ ಎಂದು ತಿಳಿಸಿದರು. ಚಾಮರಾಜ ಒಡೆಯರ್ ವೃತ್ತ, ಕೆ.ಆರ್.ವೃತ್ತ, ಸಯ್ಯಾಜಿರಾವ್ ರಸ್ತೆ, ಬಸವೇಶ್ವರ ವೃತ್ತ, ಜಾಬರ ಬ್ಲಾಕ್ ಸೇರಿದಂತೆ ನಗರದ ಪ್ರಮುಖ ಬೀದಿಗಳಲ್ಲಿ ಜಾಥಾ ಸಾಗಿತು. ಸಮಾಜ ಕಲ್ಯಾಣ ಇಲಾಖೆ ಜಂಟಿ ನಿರ್ದೇಶಕ ಸಿದ್ದಲಿಂಗು, ತಾಲೂಕು ಸಮಾಜ ಕಲ್ಯಾಣಾಧಿಕಾರಿ ಶ್ರೀನಿವಾಸ ಹಾಜರಿದ್ದರು. [1073,2110,1259,2308]
palike-body-2: ಉಪಕರಣ ಅಳವಡಿಸುವ ಮೂಲಕ ಕಟ್ಟಡದ ಮೂಲ ಸ್ವರೂಪಕ್ಕೆ ಧಕ್ಕೆಯಾಗದಂತೆ ಸಂರಕ್ಷಣಾ ಕಾರ್ಯ ನಡೆಸಲಾಗುವುದು. ಪಾರಂಪರಿಕ ತಜ್ಞರ ಸಲಹೆ ಪಡೆದು ಸಂರಕ್ಷಣೆ ಕೈಗೊಳ್ಳಬೇಕು ಎಂದು ಸಮಿತಿ ಸೂಚಿಸಿದೆ. ಸಭೆಯಲ್ಲಿ ಪಾಲಿಕೆ ಆಯುಕ್ತೆ ಆಶಾದ್ ಉರ್ ರೆಹಮಾನ್ ಷರೀಫ್, ಪಾರಂಪರಿಕ ತಜ್ಞರು ಭಾಗವಹಿಸಿದ್ದರು. [700,991,806,1240]
cycle-body-left: ಮೈಸೂರು,ಫೆ.15(ಪಿಎಂ)- 'ಸಂವಿಧಾನ ಅರಿವು-ಜಾಗೃತಿ ಜಾಥಾ' ಅಭಿಯಾನದ ಅಂಗವಾಗಿ ಜಿಲ್ಲಾಡಳಿತ ಹಾಗೂ ಸಮಾಜ ಕಲ್ಯಾಣ ಇಲಾಖೆ ವತಿಯಿಂದ ಗುರುವಾರ ನಗರದಲ್ಲಿ ಸೈಕಲ್ ಜಾಥಾ ಹಮ್ಮಿಕೊಳ್ಳಲಾಗಿತ್ತು. ಭಾರತ ಸಂವಿಧಾನ-ವಿಶ್ವ ಶ್ರೇಷ್ಠ ಸಂವಿಧಾನ ಎಂಬ ಸಂದೇಶದೊಂದಿಗೆ ನಡೆದ ಜಾಥಾದಲ್ಲಿ ವಿದ್ಯಾರ್ಥಿಗಳು, ಸಾರ್ವಜನಿಕರು ಪಾಲ್ಗೊಂಡರು. ಸಂವಿಧಾನದ ಮಹತ್ವ ಸಾರುವ ಫಲಕಗಳನ್ನು ಹಿಡಿದು ಸಾಗಿದರು. [480,1779,681,1927]
cycle-body-right: ಅವರನ್ನು ನಾವು ಸ್ಮರಿಸಬೇಕು. ಶಾಸಕಾಂಗ, ಕಾರ್ಯಾಂಗ, ನ್ಯಾಯಾಂಗ ಹೀಗೆ ಆಡಳಿತ ನಡೆಸಬೇಕು ಎಂಬುದನ್ನು ಸಂವಿಧಾನದಲ್ಲಿ ತಿಳಿಸಲಾಗಿದೆ. ನಾವು ಇಂದು ನೆಮ್ಮದಿ ಜೀವನ ನಡೆಸುತ್ತಿರುವುದು ಸಂವಿಧಾನದಿಂದಾಗಿ ಎಂದು ತಿಳಿಸಿದರು. ಚಾಮರಾಜ ಒಡೆಯರ್ ವೃತ್ತ, ಕೆ.ಆರ್.ವೃತ್ತ, ಸಯ್ಯಾಜಿರಾವ್ ರಸ್ತೆ, ಬಸವೇಶ್ವರ ವೃತ್ತ, ಜಾಬರ ಬ್ಲಾಕ್ ಸೇರಿದಂತೆ ನಗರದ ಪ್ರಮುಖ ಬೀದಿಗಳಲ್ಲಿ ಜಾಥಾ ಸಾಗಿತು. ಸಮಾಜ ಕಲ್ಯಾಣ ಇಲಾಖೆ ಜಂಟಿ ನಿರ್ದೇಶಕ ಸಿದ್ದಲಿಂಗು, ತಾಲೂಕು ಸಮಾಜ ಕಲ್ಯಾಣಾಧಿಕಾರಿ ಶ್ರೀನಿವಾಸ ಹಾಜರಿದ್ದರು. [1265,1779,1495,1944]
tiger-body-far-right: ಆರಂಭದಲ್ಲಿ ಚಿಕ್ಕನಹಳ್ಳಿ ಬಳಿ ಕಾಣಿಸಿಕೊಂಡ ಹುಲಿ ನಂತರ ಮದ್ದೂರು, ಮಾದಹಳ್ಳಿ, ಆಲನಹಳ್ಳಿ ಭಾಗಗಳಲ್ಲಿ ಸಂಚರಿಸುತ್ತಿತ್ತು. ಹುಲಿ ಸೆರೆ ಕಾರ್ಯಾಚರಣೆಯಲ್ಲಿ ಎಸಿಎಫ್ ಡಾ.ಮಾಲತಿ ಪ್ರಿಯಾ, ಡಿಸಿಎಫ್ ಡಾ.ಕೆ.ಎನ್.ಬಸವರಾಜು ನೇತೃತ್ವದಲ್ಲಿ ನಡೆದ ಕಾರ್ಯಾಚರಣೆಯಲ್ಲಿ ಎಸಿಎಫ್ ಎನ್.ಲಕ್ಷ್ಮೀಕಾಂತ್, ಆರ್ಎಫ್ಒ ಕೆ.ಸುರೇಂದ್ರ, ಡಿಆರ್‌ಎಫ್‌ಒ, ಗಾರ್ಡ್‌ಗಳು, ಇಟಿಎಫ್ ತಂಡದ ಸಿಬ್ಬಂದಿ ಹಾಗೂ ಪಶುವೈದ್ಯಾಧಿಕಾರಿ ಡಾ.ಮುಜೀಬ್ ಉಪಸ್ಥಿತರಿದ್ದರು. [1211,705,1495,825]
